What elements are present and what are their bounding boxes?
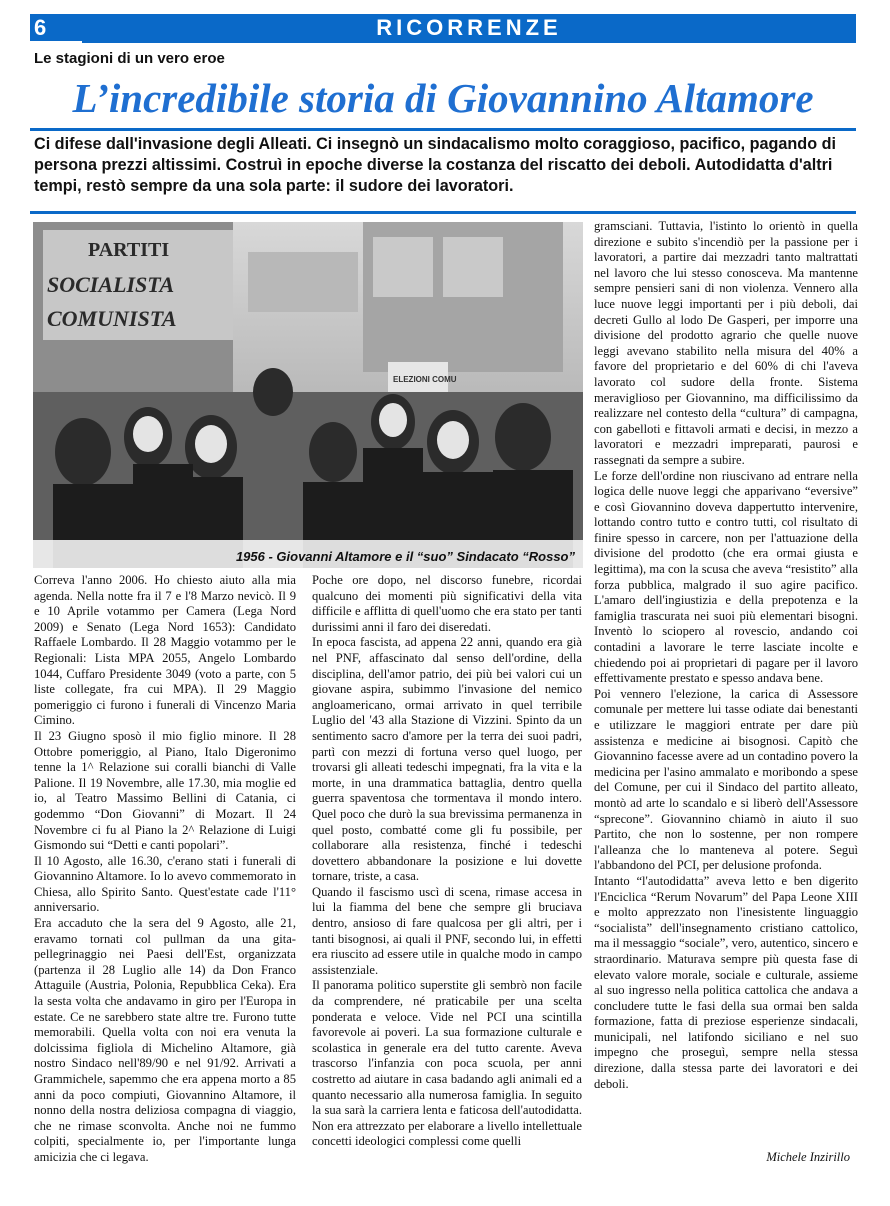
sign-text-2: SOCIALISTA	[47, 272, 175, 297]
article-byline: Michele Inzirillo	[766, 1150, 850, 1164]
paragraph: Poi vennero l'elezione, la carica di Assessore comunale per mettere lui tasse odiate dai benestanti e utilizzare le maggiori entrate per dare più assistenza e medicine ai bisognosi. Capitò che Giovannino facesse avere ad un contadino povero la medicina per l'asino ammalato e moribondo a spese del Comune, per cui il Sindaco del partito alleato, montò ad arte lo scandalo e si liberò dell'Assessore “sprecone”. Giovannino chiamò in aiuto il suo Partito, che non lo sostenne, per non rompere l'alleanza che lo manteneva al potere. Seguì l'abbandono del PCI, per delusione profonda.	[594, 686, 858, 873]
article-photo	[33, 222, 583, 568]
paragraph: In epoca fascista, ad appena 22 anni, quando era già nel PNF, affascinato dal senso dell'ordine, della disciplina, dell'amor patrio, dei più bei valori cui un giovane aspira, subimmo l'invasione del nemico angloamericano, ormai arrivato in quel terribile Luglio del '43 alla Stazione di Vizzini. Spinto da un sentimento sacro d'amore per la terra dei suoi padri, partì con mezzi di fortuna verso quel luogo, per trovarsi gli alleati tedeschi impegnati, fra la vita e la morte, in una drammatica battaglia, dentro quella guerra spaventosa che tormentava il mondo intero. Quel poco che durò la sua brevissima permanenza in quel posto, combatté come gli fu possibile, per collaborare alla resistenza, finché i tedeschi dovettero abbandonare la posizione e lui dovette tornare, triste, a casa.	[312, 635, 582, 884]
section-title: RICORRENZE	[376, 15, 562, 40]
paragraph: Il panorama politico superstite gli sembrò non facile da comprendere, né praticabile per una scelta ponderata e veloce. Vide nel PCI una scintilla favorevole ai poveri. La sua formazione culturale e scolastica in generale era del tutto carente. Aveva trascorso l'infanzia con poca scuola, per anni costretto ad aiutare in casa badando agli animali ed a quanto necessario alla numerosa famiglia. In seguito la sua sarà la carriera lenta e faticosa dell'autodidatta. Non era attrezzato per elaborare a livello intellettuale concetti ideologici complessi come quelli	[312, 978, 582, 1149]
article-lead: Ci difese dall'invasione degli Alleati. Ci insegnò un sindacalismo molto coraggioso, pacifico, pagando di persona prezzi altissimi. Costruì in epoche diverse la costanza del riscatto dei deboli. Autodidatta d'altri tempi, restò sempre da una sola parte: il sudore dei lavoratori.	[34, 135, 836, 195]
section-bar	[82, 14, 856, 43]
photo-caption: 1956 - Giovanni Altamore e il “suo” Sindacato “Rosso”	[235, 549, 575, 564]
paragraph: gramsciani. Tuttavia, l'istinto lo orientò in quella direzione e subito s'incendiò per la passione per i lavoratori, a partire dai mezzadri tanto maltrattati nel lavoro che lui stesso conosceva. Ma mantenne sempre pensieri sani di non violenza. Vennero alla luce nuove leggi importanti per i più deboli, dai decreti Gullo al lodo De Gasperi, per imporre una divisione del prodotto agrario che quelle nuove leggi avevano stabilito nella misura del 40% a favore del proprietario e del 60% di chi l'aveva lavorato col sudore della fronte. Sistema meraviglioso per Giovannino, ma difficilissimo da realizzare nel contesto della “cultura” di campagna, con gabelloti e fittavoli armati e decisi, in mezzo a lavoratori e mezzadri impreparati, paurosi e rassegnati da sempre a subire.	[594, 219, 858, 467]
sign-text-1: PARTITI	[88, 239, 170, 261]
paragraph: Correva l'anno 2006. Ho chiesto aiuto alla mia agenda. Nella notte fra il 7 e l'8 Marzo nevicò. Il 9 e 10 Aprile votammo per Camera (Lega Nord 2009) e Senato (Lega Nord 1653): Candidato Raffaele Lombardo. Il 28 Maggio votammo per le Regionali: Lista MPA 2055, Angelo Lombardo 1044, Cuffaro Presidente 3049 (voto a parte, con 5 liste collegate, fra cui MPA). Il 29 Maggio pomeriggio ci furono i funerali di Vincenzo Maria Cimino.	[34, 573, 296, 728]
paragraph: Quando il fascismo uscì di scena, rimase accesa in lui la fiamma del bene che sempre gli bruciava dentro, ansioso di fare qualcosa per gli altri, per i tanti bisognosi, ai quali il PNF, secondo lui, in effetti era riuscito ad essere utile in qualche modo in campo assistenziale.	[312, 884, 582, 977]
sign-text-3: COMUNISTA	[47, 306, 177, 331]
article-headline: L’incredibile storia di Giovannino Altamore	[72, 75, 814, 121]
divider-top	[30, 128, 856, 131]
column-2	[312, 573, 582, 1150]
poster-text: ELEZIONI COMU	[393, 375, 457, 384]
article-kicker: Le stagioni di un vero eroe	[34, 50, 225, 67]
paragraph: Poche ore dopo, nel discorso funebre, ricordai qualcuno dei momenti più significativi della vita difficile e afflitta di quell'uomo che era stato per tanti durissimi anni il faro dei diseredati.	[312, 573, 582, 634]
paragraph: Il 10 Agosto, alle 16.30, c'erano stati i funerali di Giovannino Altamore. Io lo avevo commemorato in Chiesa, allo Spirito Santo. Quest'estate cade l'11° anniversario.	[34, 853, 296, 915]
paragraph: Le forze dell'ordine non riuscivano ad entrare nella logica delle nuove leggi che apparivano “eversive” e così Giovannino doveva dappertutto intervenire, lottando contro tutto e contro tutti, col risultato di finire spesso in carcere, non per l'attuazione della divisione del prodotto (che era ormai giusta e legittima), ma con la scusa che aveva “resistito” alla forza pubblica, malgrado il suo agire pacifico. L'amaro dell'ingiustizia e della prepotenza e la famiglia trascurata nei suoi più elementari bisogni. Inventò lo sciopero al rovescio, andando coi contadini a lavorare le terre lasciate incolte e chiedendo poi ai proprietari di pagare per il lavoro effettivamente prestato e spesso andava bene.	[594, 468, 858, 686]
paragraph: Il 23 Giugno sposò il mio figlio minore. Il 28 Ottobre pomeriggio, al Piano, Italo Digeronimo tenne la 1^ Relazione sui coralli bianchi di Valle Palione. Il 19 Novembre, alle 17.30, mia moglie ed io, al Teatro Massimo Bellini di Catania, ci godemmo “Don Giovanni” di Mozart. Il 24 Novembre ci fu al Piano la 2^ Relazione di Luigi Gismondo sui “Detti e canti popolari”.	[34, 728, 296, 853]
page-header	[30, 14, 856, 41]
column-1	[34, 573, 296, 1166]
paragraph: Intanto “l'autodidatta” aveva letto e ben digerito l'Enciclica “Rerum Novarum” del Papa Leone XIII e molto apprezzato non l'inesistente linguaggio “socialista” dell'insegnamento cristiano cattolico, ma il messaggio “sociale”, vero, autentico, sincero e straordinario. Maturava sempre più questa fase di elevato valore morale, sociale e culturale, assieme al suo ingresso nella politica cattolica che andava a concludere tutte le fasi della sua ormai ben salda formazione, fatta di preziose esperienze sindacali, municipali, nel latifondo siciliano e nel suo impegno che proseguì, sempre nella stessa direzione, dalla stessa parte dei lavoratori e dei deboli.	[594, 873, 858, 1091]
photo-illustration	[33, 222, 583, 568]
divider-mid	[30, 211, 856, 214]
paragraph: Era accaduto che la sera del 9 Agosto, alle 21, eravamo tornati col pullman da una gita-pellegrinaggio nei Paesi dell'Est, organizzata (partenza il 28 Luglio alle 14) da Don Franco Attaguile (Austria, Polonia, Repubblica Ceka). Era la sesta volta che andavamo in giro per l'Europa in estate. Ce ne sarebbero state altre tre. Furono tutte memorabili. Quella volta con noi era venuta la dolcissima figliola di Michelino Altamore, già nostro Sindaco nell'89/90 e nel 91/92. Arrivati a Grammichele, sapemmo che era appena morto a 85 anni da poco compiuti, Giovannino Altamore, il nonno della nostra deliziosa compagna di viaggio, che ne rimase sconvolta. Anche noi ne fummo colpiti, specialmente io, per l'importante lunga amicizia che ci legava.	[34, 916, 296, 1164]
page-number: 6	[30, 14, 82, 41]
column-3	[594, 219, 858, 1092]
